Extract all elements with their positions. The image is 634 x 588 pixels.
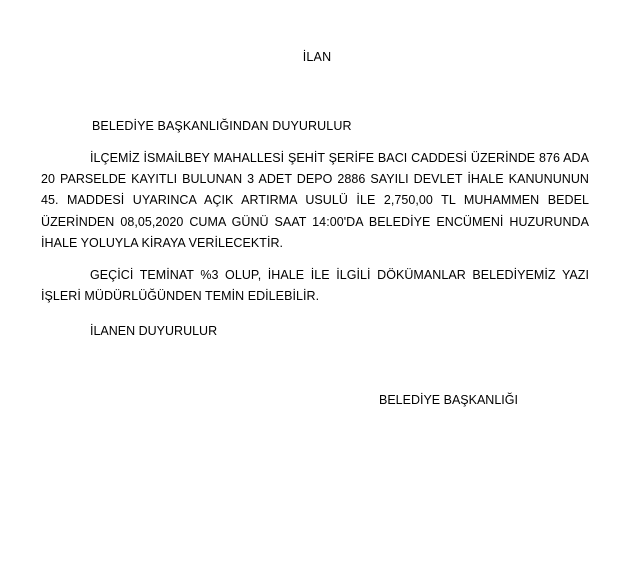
document-title: İLAN bbox=[302, 50, 332, 64]
closing-line: İLANEN DUYURULUR bbox=[90, 324, 218, 338]
announcement-heading: BELEDİYE BAŞKANLIĞINDAN DUYURULUR bbox=[92, 119, 352, 133]
body-paragraph-1: İLÇEMİZ İSMAİLBEY MAHALLESİ ŞEHİT ŞERİFE BACI CADDESİ ÜZERİNDE 876 ADA 20 PARSELDE KAYITLI BULUNAN 3 ADET DEPO 2886 SAYILI DEVLET İHALE KANUNUNUN 45. MADDESİ UYARINCA AÇIK ARTIRMA USULÜ İLE 2,750,00 TL MUHAMMEN BEDEL ÜZERİNDEN 08,05,2020 CUMA GÜNÜ SAAT 14:00'DA BELEDİYE ENCÜMENİ HUZURUNDA İHALE YOLUYLA KİRAYA VERİLECEKTİR. bbox=[41, 151, 589, 250]
signature-block: BELEDİYE BAŞKANLIĞI bbox=[379, 393, 518, 407]
body-paragraph-2: GEÇİCİ TEMİNAT %3 OLUP, İHALE İLE İLGİLİ DÖKÜMANLAR BELEDİYEMİZ YAZI İŞLERİ MÜDÜRLÜĞÜNDEN TEMİN EDİLEBİLİR. bbox=[41, 268, 589, 304]
